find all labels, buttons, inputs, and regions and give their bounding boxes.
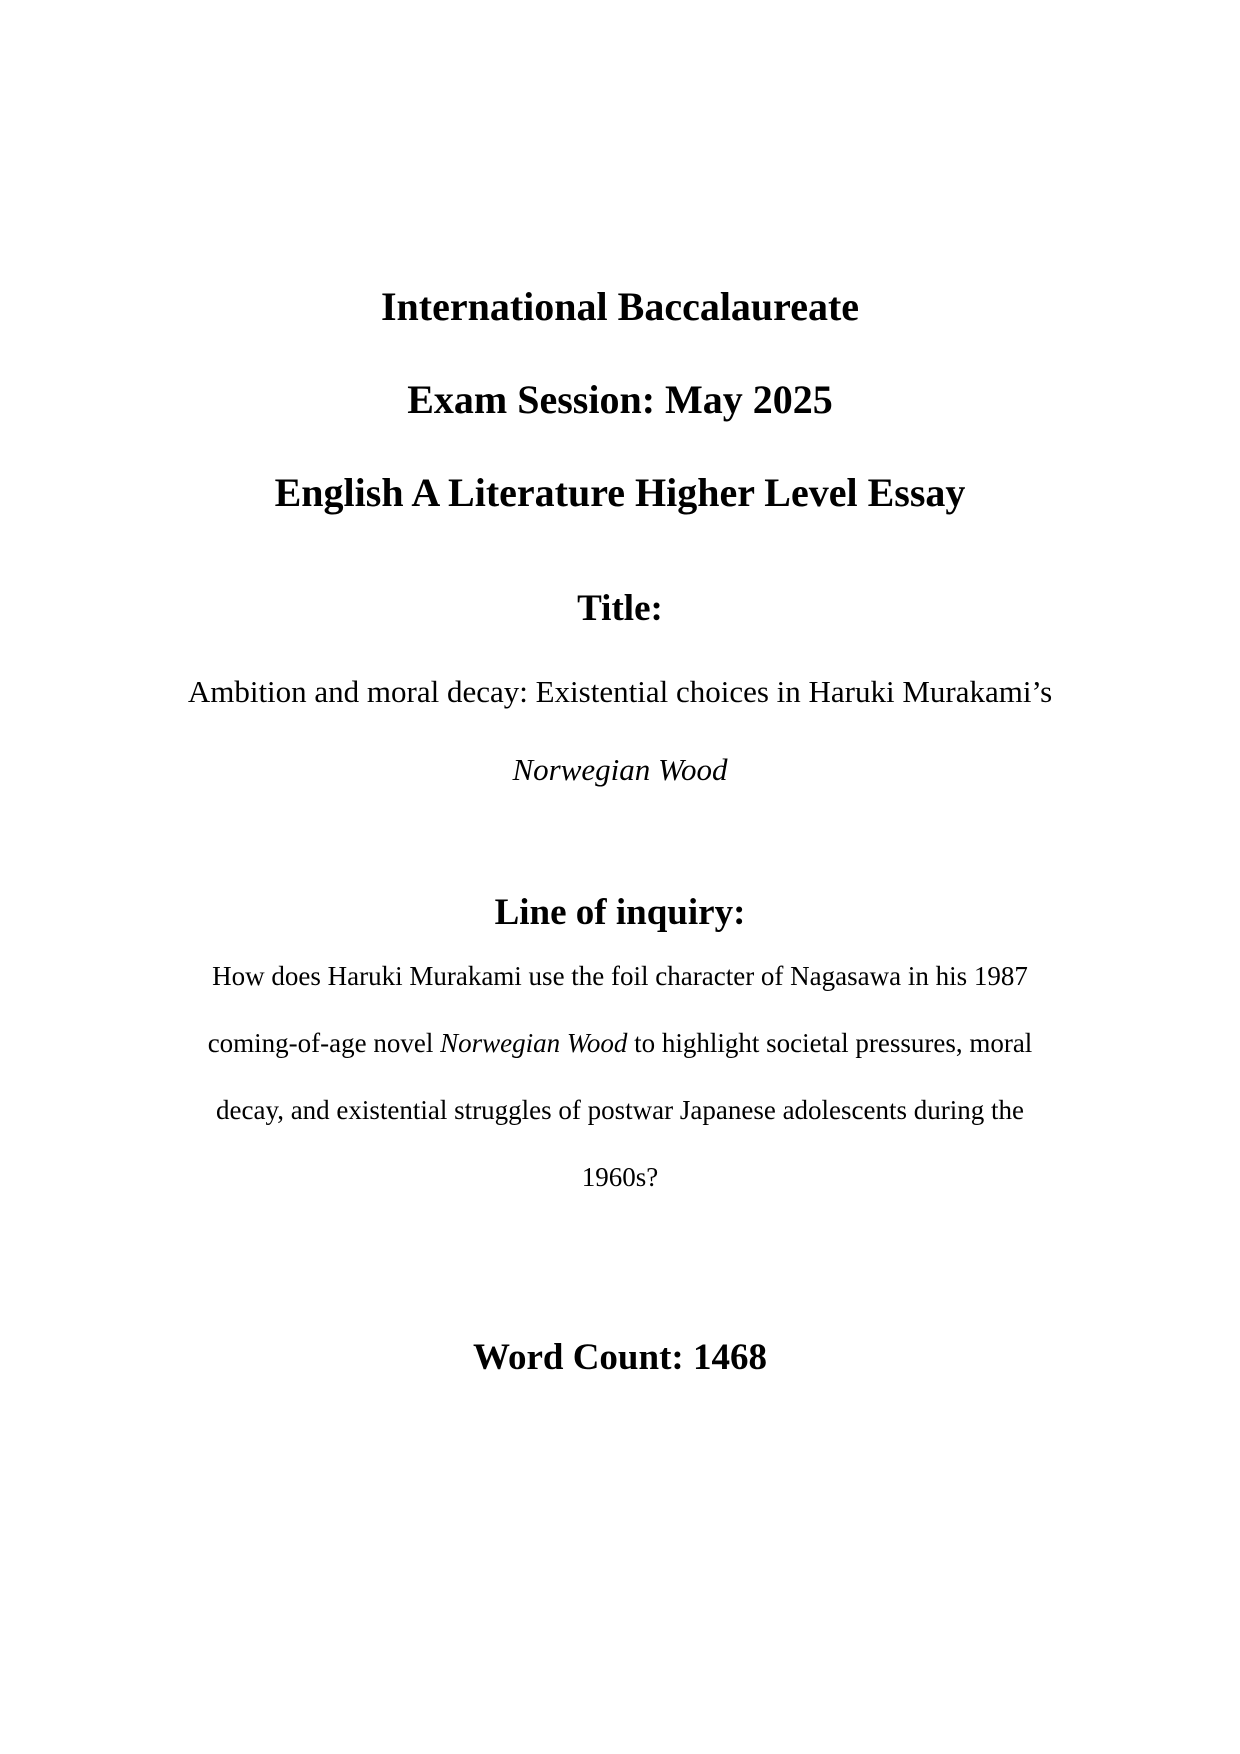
inquiry-line-2-suffix: to highlight societal pressures, moral: [627, 1028, 1033, 1058]
inquiry-line-2: [0, 1025, 1240, 1061]
exam-session-heading: Exam Session: May 2025: [407, 377, 833, 422]
essay-title-line-2: Norwegian Wood: [512, 752, 728, 787]
word-count: Word Count: 1468: [473, 1337, 767, 1378]
course-heading: English A Literature Higher Level Essay: [274, 470, 966, 515]
title-label: Title:: [577, 588, 663, 629]
inquiry-line-4: 1960s?: [581, 1162, 659, 1192]
inquiry-line-3: decay, and existential struggles of postwar Japanese adolescents during the: [216, 1095, 1024, 1125]
inquiry-line-2-prefix: coming-of-age novel: [207, 1028, 441, 1058]
inquiry-line-1: How does Haruki Murakami use the foil character of Nagasawa in his 1987: [212, 961, 1028, 991]
essay-title-line-1: Ambition and moral decay: Existential choices in Haruki Murakami’s: [187, 674, 1053, 709]
line-of-inquiry-label: Line of inquiry:: [494, 892, 746, 933]
novel-title-italic: Norwegian Wood: [440, 1028, 628, 1058]
institution-heading: International Baccalaureate: [380, 284, 860, 329]
